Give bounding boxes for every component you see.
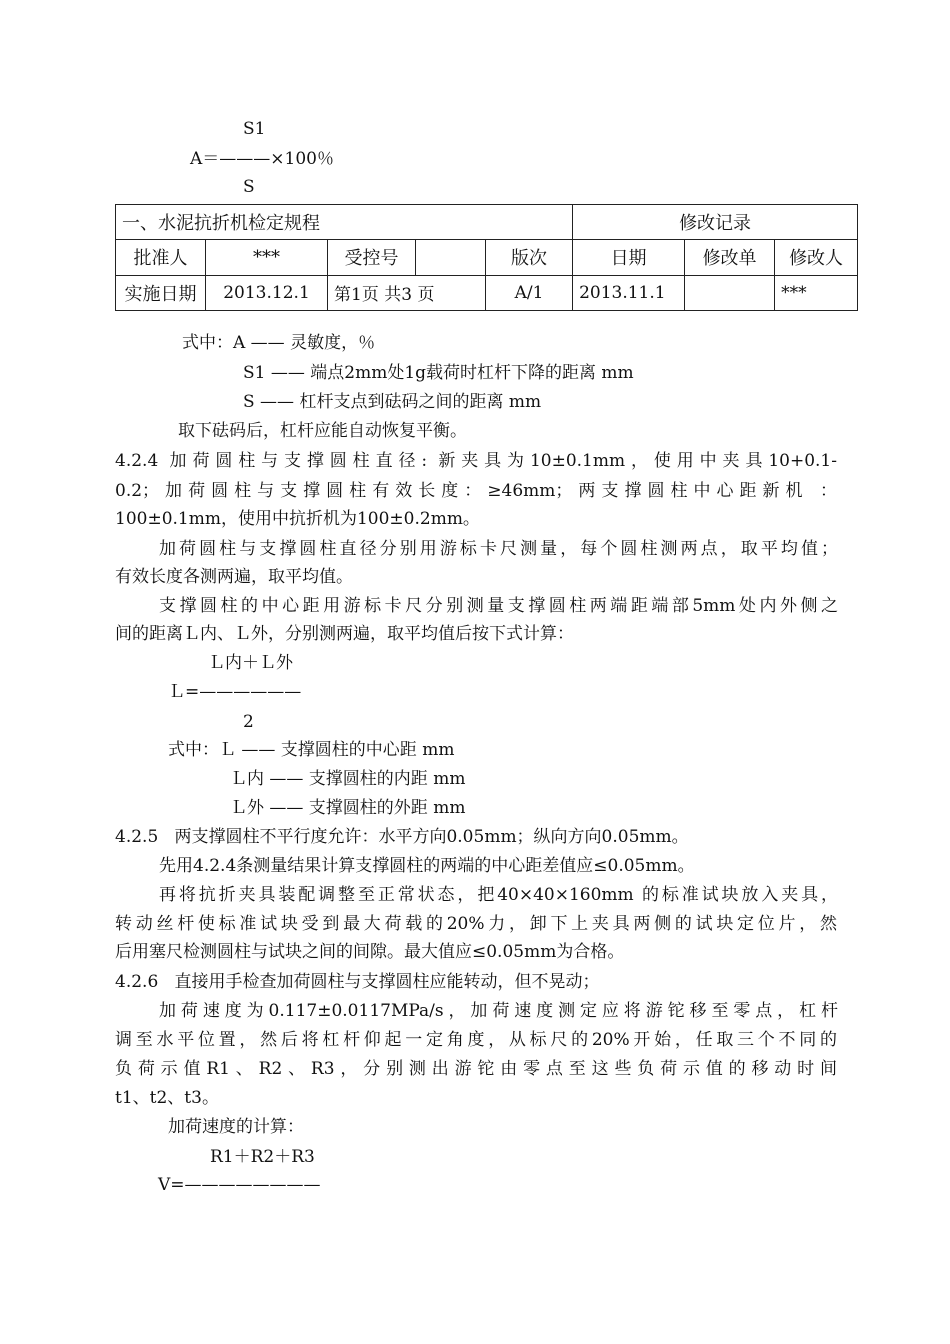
- s426-line-3: 调至水平位置，然后将杠杆仰起一定角度，从标尺的20%开始，任取三个不同的: [115, 1030, 837, 1050]
- formula-v-line: V=————————: [158, 1175, 321, 1195]
- s425-line-3: 再将抗折夹具装配调整至正常状态，把40×40×160mm 的标准试块放入夹具，: [159, 885, 838, 905]
- s426-line-2: 加荷速度为0.117±0.0117MPa/s，加荷速度测定应将游铊移至零点，杠杆: [159, 1001, 838, 1021]
- edition-label: 版次: [486, 240, 573, 275]
- s424-line-6: 支撑圆柱的中心距用游标卡尺分别测量支撑圆柱两端距端部5mm处内外侧之: [159, 596, 838, 616]
- modifier-label: 修改人: [775, 240, 858, 275]
- formula-a-denominator: S: [243, 177, 255, 197]
- where-a-line-2: S1 —— 端点2mm处1g载荷时杠杆下降的距离 mm: [243, 363, 634, 383]
- where-a-line-4: 取下砝码后，杠杆应能自动恢复平衡。: [178, 421, 467, 441]
- s425-line-1: 4.2.5 两支撑圆柱不平行度允许：水平方向0.05mm；纵向方向0.05mm。: [115, 827, 689, 847]
- s425-line-5: 后用塞尺检测圆柱与试块之间的间隙。最大值应≤0.05mm为合格。: [115, 942, 625, 962]
- document-header-table: [115, 204, 858, 311]
- s426-line-4: 负荷示值R1、R2、R3，分别测出游铊由零点至这些负荷示值的移动时间: [115, 1059, 837, 1079]
- modifier-value: ***: [775, 275, 858, 310]
- s424-line-7: 间的距离Ｌ内、Ｌ外，分别测两遍，取平均值后按下式计算：: [115, 624, 574, 644]
- where-l-line-2: Ｌ内 —— 支撑圆柱的内距 mm: [230, 769, 466, 789]
- edition-value: A/1: [486, 275, 573, 310]
- document-title: 一、水泥抗折机检定规程: [116, 205, 573, 240]
- change-form-value: [685, 275, 775, 310]
- page-info: 第1页 共3 页: [328, 275, 486, 310]
- impl-date-value: 2013.12.1: [206, 275, 328, 310]
- impl-date-label: 实施日期: [116, 275, 206, 310]
- s424-line-1: 4.2.4 加荷圆柱与支撑圆柱直径: 新夹具为10±0.1mm，使用中夹具10+0.1-: [115, 451, 837, 471]
- s426-line-6: 加荷速度的计算：: [168, 1117, 304, 1137]
- where-l-line-3: Ｌ外 —— 支撑圆柱的外距 mm: [230, 798, 466, 818]
- s426-line-1: 4.2.6 直接用手检查加荷圆柱与支撑圆柱应能转动，但不晃动；: [115, 972, 600, 992]
- s425-line-2: 先用4.2.4条测量结果计算支撑圆柱的两端的中心距差值应≤0.05mm。: [159, 856, 695, 876]
- s424-line-2: 0.2；加荷圆柱与支撑圆柱有效长度：≥46mm；两支撑圆柱中心距新机 ：: [115, 481, 837, 501]
- s424-line-3: 100±0.1mm，使用中抗折机为100±0.2mm。: [115, 509, 480, 529]
- revision-date-value: 2013.11.1: [573, 275, 685, 310]
- formula-a-line: A＝———×100％: [190, 149, 334, 169]
- where-l-line-1: 式中：Ｌ —— 支撑圆柱的中心距 mm: [168, 740, 455, 760]
- control-no-value: [416, 240, 486, 275]
- formula-l-denominator: 2: [243, 712, 254, 732]
- formula-a-numerator: S1: [243, 119, 266, 139]
- formula-l-numerator: Ｌ内＋Ｌ外: [208, 653, 293, 673]
- where-a-line-3: S —— 杠杆支点到砝码之间的距离 mm: [243, 392, 542, 412]
- revision-record-title: 修改记录: [573, 205, 858, 240]
- approver-label: 批准人: [116, 240, 206, 275]
- date-label: 日期: [573, 240, 685, 275]
- s425-line-4: 转动丝杆使标准试块受到最大荷载的20%力，卸下上夹具两侧的试块定位片，然: [115, 914, 837, 934]
- formula-v-numerator: R1＋R2＋R3: [210, 1147, 315, 1167]
- formula-l-line: Ｌ=——————: [168, 682, 302, 702]
- control-no-label: 受控号: [328, 240, 416, 275]
- change-form-label: 修改单: [685, 240, 775, 275]
- s424-line-5: 有效长度各测两遍，取平均值。: [115, 567, 353, 587]
- s426-line-5: t1、t2、t3。: [115, 1088, 219, 1108]
- s424-line-4: 加荷圆柱与支撑圆柱直径分别用游标卡尺测量，每个圆柱测两点，取平均值；: [159, 539, 838, 559]
- approver-value: ***: [206, 240, 328, 275]
- where-a-line-1: 式中：A —— 灵敏度，％: [182, 333, 376, 353]
